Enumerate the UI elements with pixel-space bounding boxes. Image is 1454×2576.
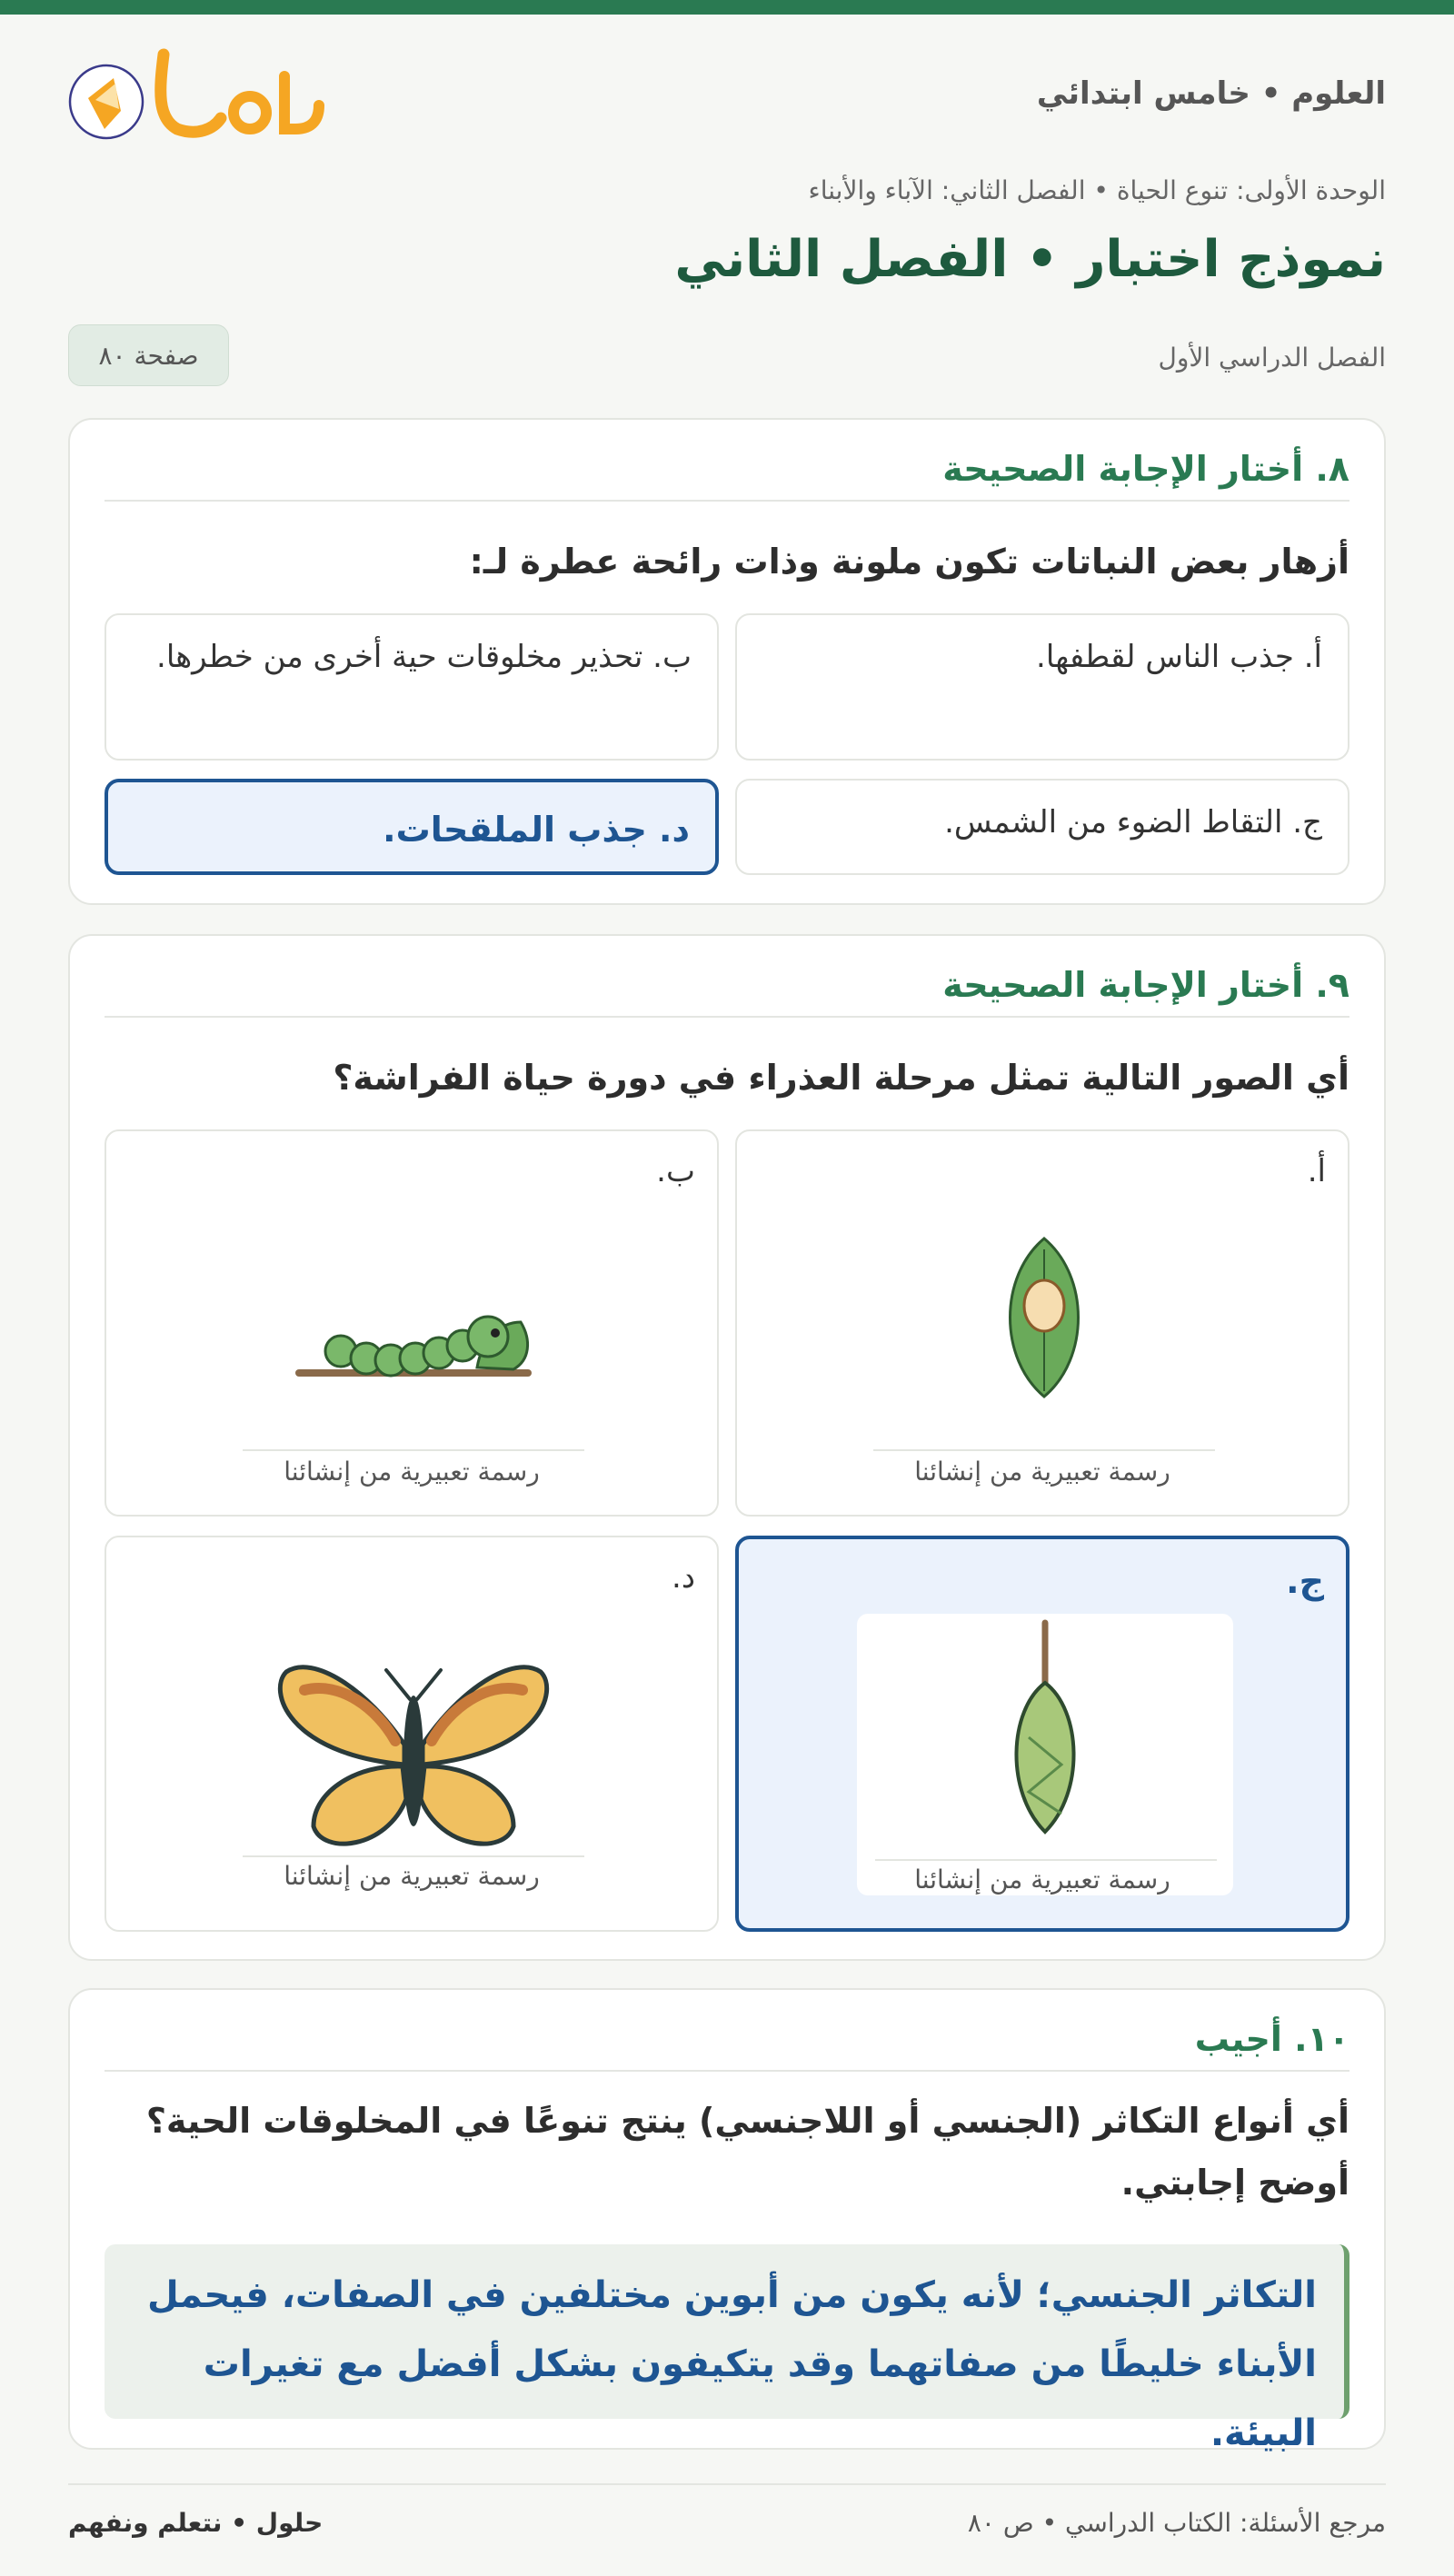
question-text: أي الصور التالية تمثل مرحلة العذراء في دورة حياة الفراشة؟ [333, 1058, 1349, 1098]
option-letter: ج. [1286, 1561, 1324, 1601]
subject-title: العلوم • خامس ابتدائي [1036, 75, 1386, 112]
image-caption: رسمة تعبيرية من إنشائنا [914, 1457, 1170, 1487]
image-caption: رسمة تعبيرية من إنشائنا [914, 1865, 1170, 1895]
chrysalis-icon [991, 1619, 1100, 1837]
footer-divider [68, 2483, 1386, 2485]
option-label: د. جذب الملقحات. [383, 810, 690, 850]
image-caption: رسمة تعبيرية من إنشائنا [284, 1861, 540, 1891]
image-option-c-correct[interactable] [735, 1536, 1349, 1932]
option-letter: ب. [656, 1153, 695, 1189]
option-d-correct[interactable] [105, 779, 719, 875]
caterpillar-icon [286, 1295, 541, 1395]
page-header [68, 45, 1386, 154]
option-c[interactable] [735, 779, 1349, 875]
question-card-10 [68, 1988, 1386, 2454]
question-card-9 [68, 934, 1386, 1961]
option-b[interactable] [105, 613, 719, 761]
footer-reference: مرجع الأسئلة: الكتاب الدراسي • ص ٨٠ [967, 2508, 1386, 2538]
leaf-egg-icon [981, 1231, 1108, 1404]
image-option-b[interactable] [105, 1129, 719, 1517]
image-option-a[interactable] [735, 1129, 1349, 1517]
model-answer-text: التكاثر الجنسي؛ لأنه يكون من أبوين مختلفين في الصفات، فيحمل الأبناء خليطًا من صفاتهما وقد يتكيفون بشكل أفضل مع تغيرات البيئة. [146, 2274, 1317, 2454]
option-a[interactable] [735, 613, 1349, 761]
butterfly-icon [268, 1654, 559, 1855]
page-title: نموذج اختبار • الفصل الثاني [674, 230, 1386, 289]
caption-divider [875, 1859, 1217, 1861]
caption-divider [243, 1855, 584, 1857]
hulul-logo [68, 45, 332, 154]
image-caption: رسمة تعبيرية من إنشائنا [284, 1457, 540, 1487]
question-text: أزهار بعض النباتات تكون ملونة وذات رائحة عطرة لـ: [469, 542, 1349, 582]
card-header [105, 2017, 1349, 2072]
top-accent-bar [0, 0, 1454, 15]
page-number-badge: صفحة ٨٠ [68, 324, 229, 386]
question-number-title: ١٠. أجيب [1194, 2019, 1349, 2059]
question-text: أي أنواع التكاثر (الجنسي أو اللاجنسي) ينتج تنوعًا في المخلوقات الحية؟ أوضح إجابتي. [145, 2101, 1349, 2203]
option-label: ب. تحذير مخلوقات حية أخرى من خطرها. [156, 639, 692, 675]
option-letter: د. [672, 1559, 695, 1596]
footer-brand: حلول • نتعلم ونفهم [68, 2508, 324, 2538]
question-number-title: ٩. أختار الإجابة الصحيحة [942, 965, 1349, 1005]
caption-divider [243, 1449, 584, 1451]
semester-label: الفصل الدراسي الأول [1158, 343, 1386, 373]
option-letter: أ. [1307, 1153, 1326, 1189]
card-header [105, 963, 1349, 1018]
card-header [105, 447, 1349, 502]
model-answer-box [105, 2244, 1349, 2454]
caption-divider [873, 1449, 1215, 1451]
option-label: أ. جذب الناس لقطفها. [1036, 639, 1322, 675]
image-option-d[interactable] [105, 1536, 719, 1932]
unit-breadcrumb: الوحدة الأولى: تنوع الحياة • الفصل الثاني: الآباء والأبناء [808, 175, 1386, 205]
question-card-8 [68, 418, 1386, 905]
option-label: ج. التقاط الضوء من الشمس. [944, 804, 1322, 840]
question-number-title: ٨. أختار الإجابة الصحيحة [942, 449, 1349, 489]
